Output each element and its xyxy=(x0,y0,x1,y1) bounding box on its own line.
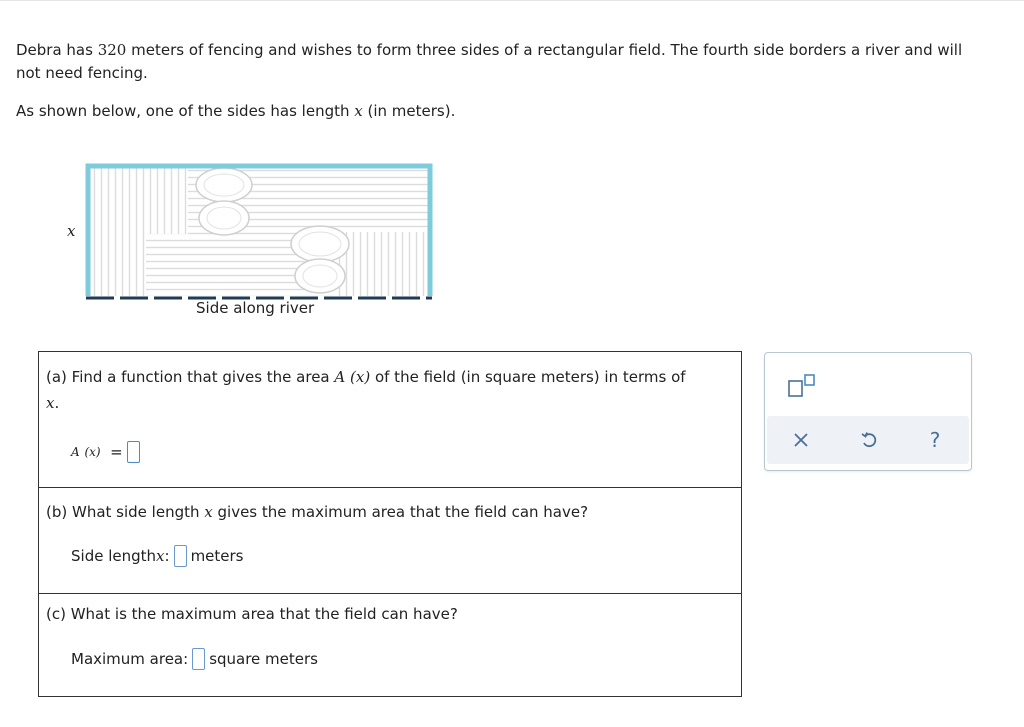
side-note-text-2: (in meters). xyxy=(362,102,456,120)
problem-side-note xyxy=(16,100,976,123)
top-divider xyxy=(0,0,1024,3)
field-illustration xyxy=(84,160,434,302)
river-side-caption: Side along river xyxy=(196,299,315,317)
side-length-label: x xyxy=(67,222,76,240)
problem-text-1: Debra has xyxy=(16,41,98,59)
field-diagram xyxy=(60,160,440,325)
part-c-answer-line xyxy=(71,648,318,670)
max-area-input[interactable] xyxy=(192,648,205,670)
help-button[interactable] xyxy=(917,424,953,456)
part-b-question: (b) What side length x gives the maximum area that the field can have? xyxy=(46,503,589,521)
fencing-amount: 320 xyxy=(97,41,127,59)
undo-icon[interactable] xyxy=(851,424,887,456)
side-length-input[interactable] xyxy=(174,545,187,567)
part-a-answer-line xyxy=(71,441,144,463)
problem-text-2: meters of fencing and wishes to form three sides of a rectangular field. The fourth side borders a river and will not need fencing. xyxy=(16,41,963,82)
area-function-name: A xyxy=(71,445,80,459)
side-note-text-1: As shown below, one of the sides has length xyxy=(16,102,355,120)
close-icon[interactable] xyxy=(783,424,819,456)
math-toolbar xyxy=(764,352,972,471)
superscript-template-icon[interactable] xyxy=(787,373,821,399)
max-area-unit: square meters xyxy=(209,650,318,668)
part-c-row xyxy=(39,594,741,696)
help-icon: ? xyxy=(929,428,941,452)
side-length-unit: meters xyxy=(190,547,244,565)
toolbar-actions xyxy=(767,416,969,464)
part-c-question: (c) What is the maximum area that the field can have? xyxy=(46,605,458,623)
max-area-label: Maximum area: xyxy=(71,650,189,668)
part-b-row xyxy=(39,488,741,594)
question-table xyxy=(38,351,742,697)
equals-sign: = xyxy=(110,443,123,461)
area-function-arg: (x) xyxy=(84,445,101,459)
part-b-answer-line: Side length x : meters xyxy=(71,547,244,565)
area-function-input[interactable] xyxy=(127,441,140,463)
problem-statement xyxy=(16,39,976,85)
side-note-variable: x xyxy=(354,102,363,120)
side-length-label: Side length xyxy=(71,547,157,565)
part-a-question: (a) Find a function that gives the area A (x) of the field (in square meters) in terms of x. xyxy=(46,368,686,412)
part-a-row xyxy=(39,352,741,488)
